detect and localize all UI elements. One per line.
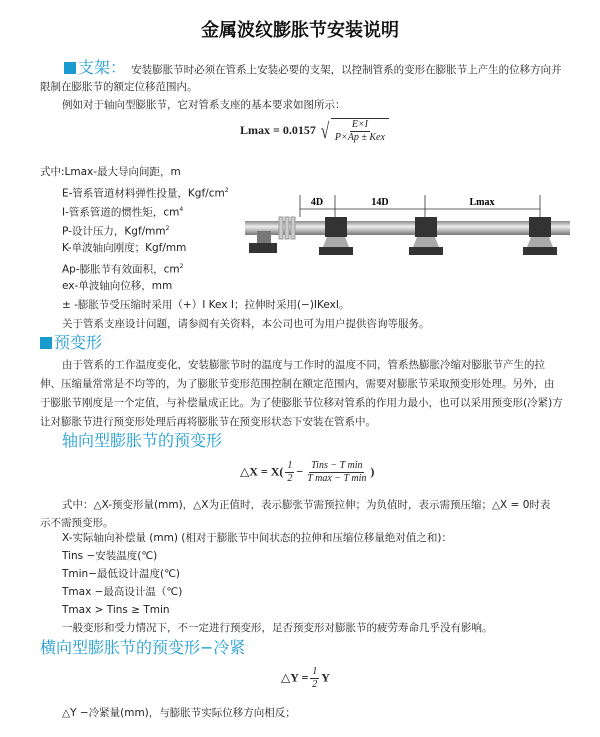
axial-where-line2: 示不需预变形。 bbox=[40, 517, 114, 529]
axial-heading: 轴向型膨胀节的预变形 bbox=[62, 431, 223, 450]
support-heading: 支架： bbox=[78, 58, 127, 77]
unit-exponent: 2 bbox=[179, 263, 184, 270]
axial-item: Tmin−最低设计温度(℃) bbox=[62, 568, 180, 580]
unit-exponent: 2 bbox=[224, 187, 229, 194]
formula-denominator: T max − T min bbox=[307, 473, 367, 484]
support-intro-line1: 安装膨胀节时必须在管系上安装必要的支架，以控制管系的变形在膨胀节上产生的位移方向并 bbox=[131, 64, 562, 76]
label-lmax: Lmax bbox=[469, 197, 495, 208]
close-paren: ) bbox=[370, 464, 375, 479]
formula-denominator: P×Ap ± Kex bbox=[334, 132, 385, 143]
square-bullet-icon bbox=[40, 337, 52, 349]
support-intro-line2: 限制在膨胀节的额定位移范围内。 bbox=[40, 81, 198, 93]
fixed-support bbox=[249, 243, 277, 253]
formula-denominator: 2 bbox=[312, 679, 318, 690]
predeform-heading bbox=[40, 333, 102, 353]
lmax-formula: Lmax = 0.0157 √ $\frac{E\times I}{\text{P×Ap ± Kex}}$ bbox=[240, 118, 389, 144]
page-title: 金属波纹膨胀节安装说明 bbox=[201, 20, 399, 41]
variable-definition: K-单波轴向刚度；Kgf/mm bbox=[62, 242, 187, 254]
formula-lhs: Lmax = 0.0157 bbox=[240, 122, 316, 137]
variable-definition: ex-单波轴向位移，mm bbox=[62, 280, 173, 292]
label-4d: 4D bbox=[310, 197, 324, 208]
formula-numerator: Tins − T min bbox=[311, 460, 363, 471]
variable-text: I-管系管道的惯性矩，cm bbox=[62, 206, 180, 219]
predeform-paragraph-line: 于膨胀节刚度是一个定值，与补偿量成正比。为了使膨胀节位移对管系的作用力最小，也可以采用预变形(冷紧)方 bbox=[40, 397, 563, 409]
lateral-note: △Y −冷紧量(mm)，与膨胀节实际位移方向相反； bbox=[62, 707, 296, 719]
axial-item: X-实际轴向补偿量 (mm) (相对于膨胀节中间状态的拉伸和压缩位移量绝对值之和)： bbox=[62, 532, 452, 544]
support-section-heading bbox=[64, 58, 562, 78]
predeform-paragraph-line: 由于管系的工作温度变化，安装膨胀节时的温度与工作时的温度不同，管系热膨胀冷缩对膨胀节产生的拉 bbox=[62, 359, 545, 371]
unit-exponent: 4 bbox=[179, 206, 184, 213]
formula-lhs: △X = X( bbox=[240, 464, 284, 479]
support-example: 例如对于轴向型膨胀节，它对管系支座的基本要求如图所示： bbox=[62, 99, 346, 111]
formula-rhs: Y bbox=[321, 670, 330, 685]
axial-where-line1: 式中：△X-预变形量(mm)，△X为正值时，表示膨张节需预拉伸；为负值时，表示需预压缩；△X = 0时表 bbox=[62, 499, 551, 511]
formula-lhs: △Y = bbox=[281, 670, 309, 685]
variable-text: P-设计压力，Kgf/mm bbox=[62, 225, 166, 238]
variable-definition: ± -膨胀节受压缩时采用（+）I Kex I；拉伸时采用(−)IKexI。 bbox=[62, 299, 350, 311]
variable-definition: 关于管系支座设计问题，请参阅有关资料，本公司也可为用户提供咨询等服务。 bbox=[62, 318, 430, 330]
predeform-heading-text: 预变形 bbox=[54, 333, 103, 352]
square-bullet-icon bbox=[64, 62, 76, 74]
unit-exponent: 2 bbox=[165, 225, 170, 232]
variable-definition bbox=[62, 184, 229, 201]
formula-numerator: E×I bbox=[351, 119, 369, 130]
lateral-heading: 横向型膨胀节的预变形−冷紧 bbox=[40, 638, 246, 657]
axial-item: 一般变形和受力情况下，不一定进行预变形，足否预变形对膨胀节的疲劳寿命几乎没有影响。 bbox=[62, 622, 493, 634]
where-label: 式中:Lmax-最大导向间距，m bbox=[40, 166, 181, 178]
formula-numerator: 1 bbox=[312, 666, 318, 677]
axial-item: Tmax > Tins ≥ Tmin bbox=[62, 604, 170, 616]
axial-item: Tmax −最高设计温（℃) bbox=[62, 586, 183, 598]
minus: − bbox=[296, 464, 304, 479]
variable-definition bbox=[62, 222, 169, 239]
variable-definition bbox=[62, 203, 183, 220]
delta-x-formula bbox=[240, 460, 374, 485]
delta-y-formula bbox=[281, 666, 330, 691]
variable-text: Ap-膨胀节有效面积，cm bbox=[62, 263, 180, 276]
bellows bbox=[279, 217, 295, 239]
half-den: 2 bbox=[287, 473, 293, 484]
half-num: 1 bbox=[287, 460, 293, 471]
support-spacing-diagram bbox=[245, 195, 570, 265]
axial-item: Tins −安装温度(℃) bbox=[62, 550, 158, 562]
predeform-paragraph-line: 让对膨胀节进行预变形处理后再将膨胀节在预变形状态下安装在管系中。 bbox=[40, 416, 376, 428]
variable-text: E-管系管道材料弹性投量，Kgf/cm bbox=[62, 187, 225, 200]
variable-definition bbox=[62, 260, 183, 277]
label-14d: 14D bbox=[371, 197, 389, 208]
predeform-paragraph-line: 伸、压缩量常常是不均等的，为了膨胀节变形范围控制在额定范围内，需要对膨胀节采取预变形处理。另外，由 bbox=[40, 378, 555, 390]
